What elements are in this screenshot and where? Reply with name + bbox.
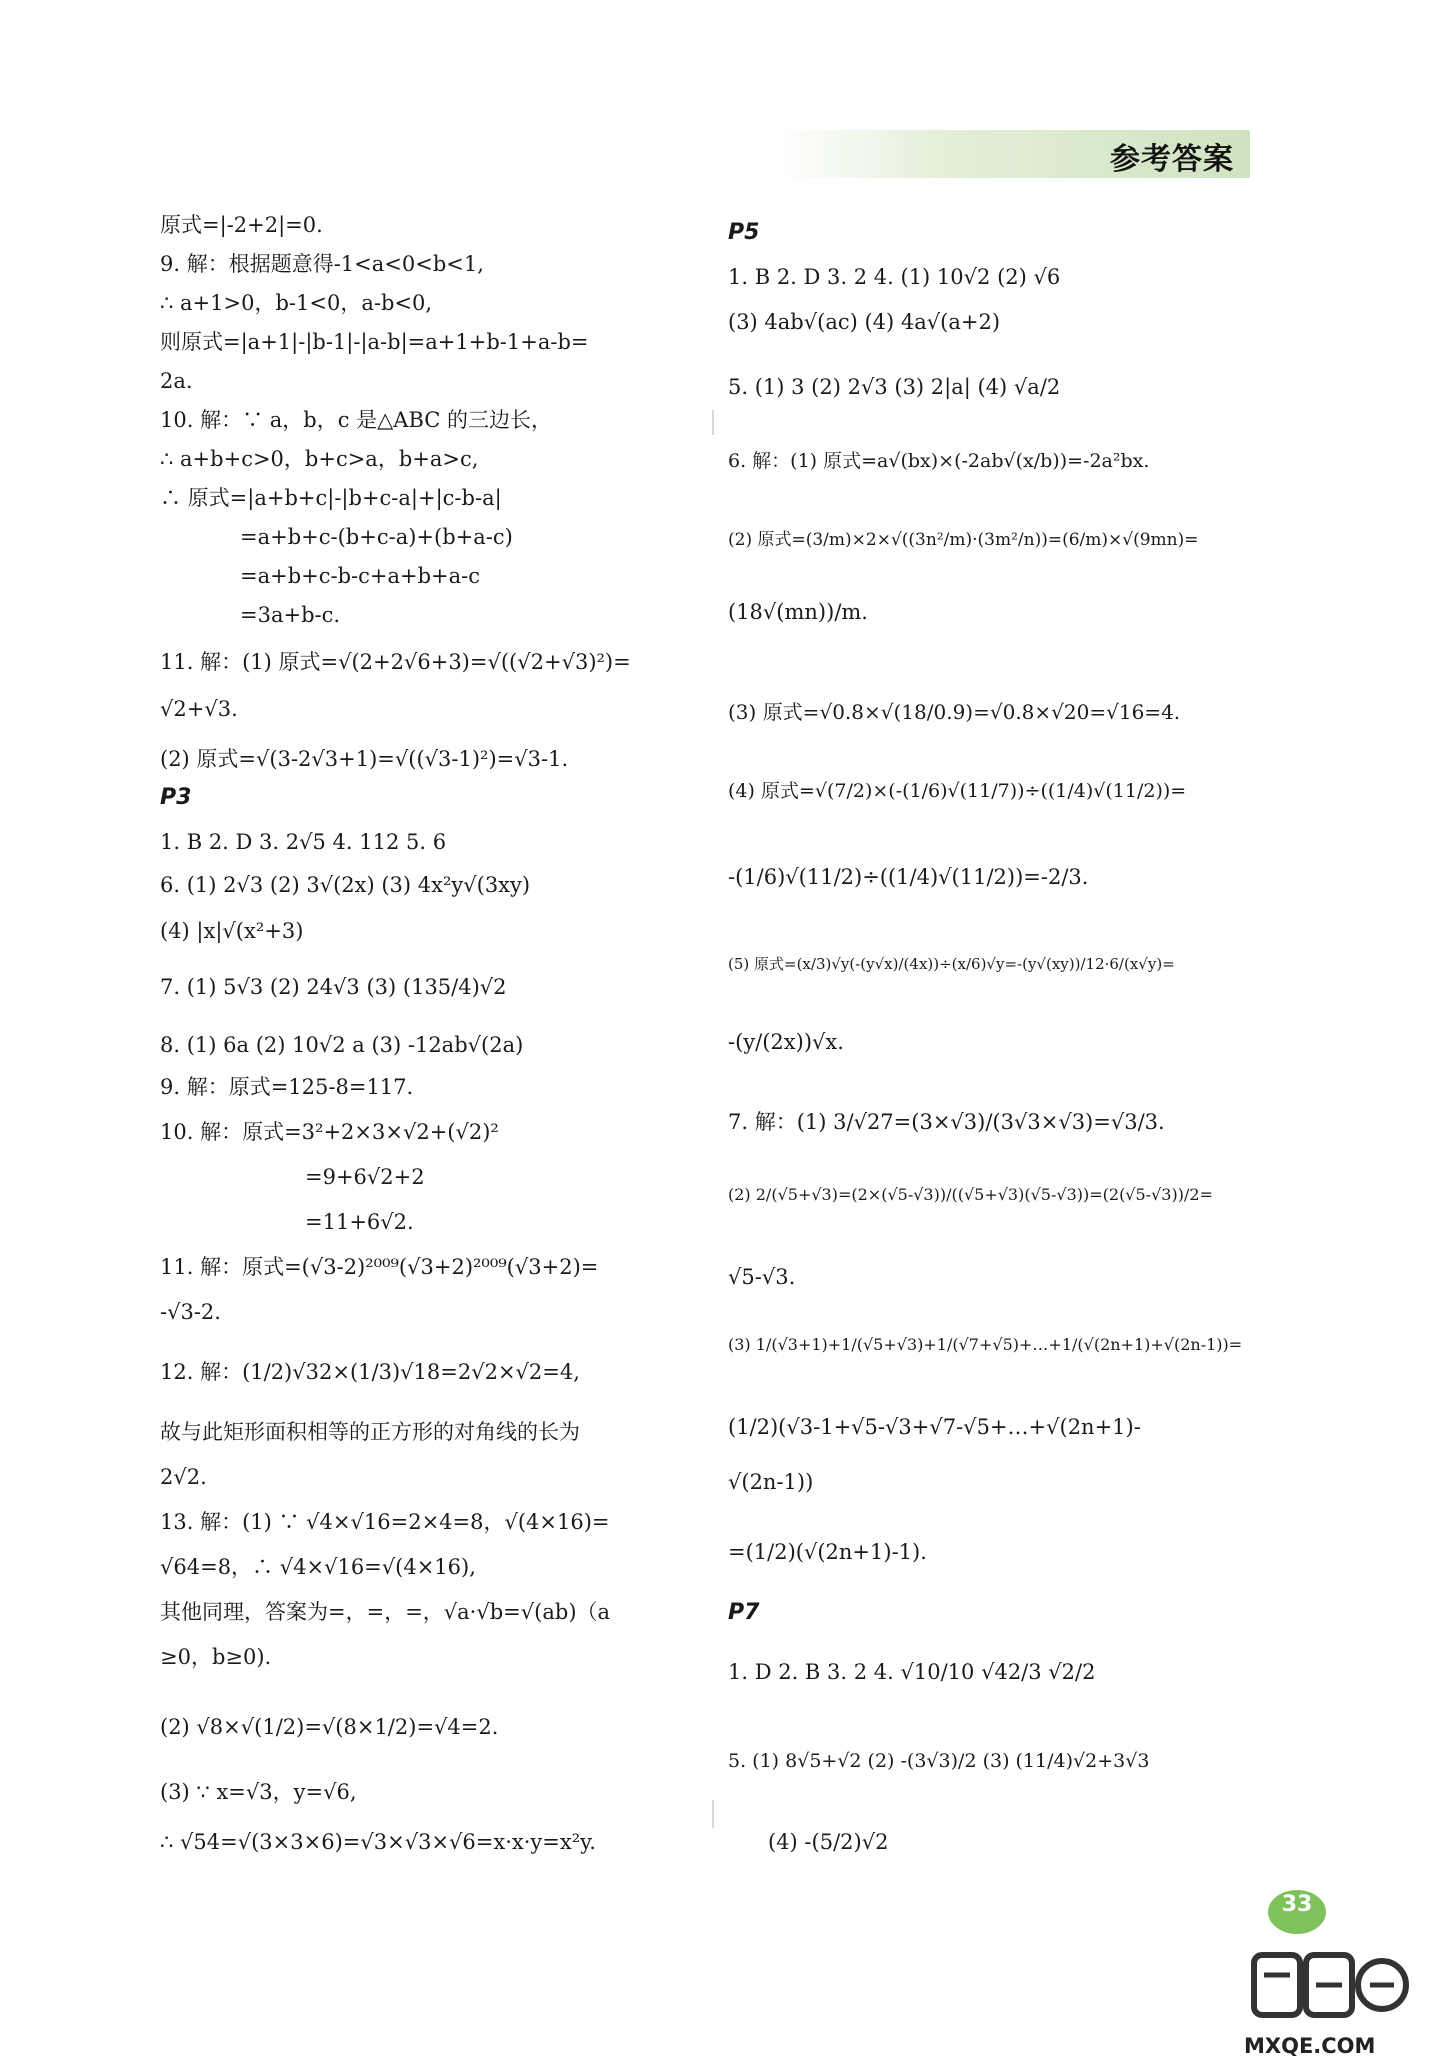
answer-line: ∴ 原式=|a+b+c|-|b+c-a|+|c-b-a| xyxy=(160,486,502,510)
answer-line: (3) 原式=√0.8×√(18/0.9)=√0.8×√20=√16=4. xyxy=(728,700,1181,724)
answer-line: 5. (1) 3 (2) 2√3 (3) 2|a| (4) √a/2 xyxy=(728,375,1061,399)
answer-line: (2) 原式=(3/m)×2×√((3n²/m)·(3m²/n))=(6/m)×√(9mn)= xyxy=(728,530,1199,550)
answer-line: =a+b+c-b-c+a+b+a-c xyxy=(240,564,481,588)
answer-line: 1. D 2. B 3. 2 4. √10/10 √42/3 √2/2 xyxy=(728,1660,1096,1684)
header-title: 参考答案 xyxy=(1110,142,1234,177)
column-divider xyxy=(712,410,714,435)
answer-line: -(y/(2x))√x. xyxy=(728,1030,844,1054)
answer-line: 11. 解：原式=(√3-2)²⁰⁰⁹(√3+2)²⁰⁰⁹(√3+2)= xyxy=(160,1255,599,1279)
watermark-logo xyxy=(1250,1935,1410,2030)
watermark-text: MXQE.COM xyxy=(1244,2034,1376,2058)
answer-line: 11. 解：(1) 原式=√(2+2√6+3)=√((√2+√3)²)= xyxy=(160,650,631,674)
answer-line: (1/2)(√3-1+√5-√3+√7-√5+…+√(2n+1)- xyxy=(728,1415,1141,1439)
answer-line: ∴ √54=√(3×3×6)=√3×√3×√6=x·x·y=x²y. xyxy=(160,1830,596,1854)
answer-line: 故与此矩形面积相等的正方形的对角线的长为 xyxy=(160,1420,580,1444)
answer-line: 10. 解：原式=3²+2×3×√2+(√2)² xyxy=(160,1120,499,1144)
answer-line: √64=8，∴ √4×√16=√(4×16), xyxy=(160,1555,476,1579)
answer-line: (2) 2/(√5+√3)=(2×(√5-√3))/((√5+√3)(√5-√3))=(2(√5-√3))/2= xyxy=(728,1185,1213,1204)
answer-line: 7. (1) 5√3 (2) 24√3 (3) (135/4)√2 xyxy=(160,975,507,999)
answer-line: (3) 4ab√(ac) (4) 4a√(a+2) xyxy=(728,310,1001,334)
answer-line: (2) 原式=√(3-2√3+1)=√((√3-1)²)=√3-1. xyxy=(160,747,569,771)
answer-line: (4) 原式=√(7/2)×(-(1/6)√(11/7))÷((1/4)√(11/2))= xyxy=(728,780,1187,802)
answer-line: =(1/2)(√(2n+1)-1). xyxy=(728,1540,927,1564)
answer-line: √(2n-1)) xyxy=(728,1470,814,1494)
answer-line: 2a. xyxy=(160,369,193,393)
answer-line: (3) 1/(√3+1)+1/(√5+√3)+1/(√7+√5)+…+1/(√(2n+1)+√(2n-1))= xyxy=(728,1335,1243,1354)
answer-line: =a+b+c-(b+c-a)+(b+a-c) xyxy=(240,525,513,549)
answer-line: 9. 解：原式=125-8=117. xyxy=(160,1075,414,1099)
answer-line: 9. 解：根据题意得-1<a<0<b<1, xyxy=(160,252,484,276)
answer-line: ≥0，b≥0). xyxy=(160,1645,272,1669)
answer-line: √5-√3. xyxy=(728,1265,796,1289)
answer-line: 1. B 2. D 3. 2 4. (1) 10√2 (2) √6 xyxy=(728,265,1061,289)
answer-line: 8. (1) 6a (2) 10√2 a (3) -12ab√(2a) xyxy=(160,1033,524,1057)
answer-line: (2) √8×√(1/2)=√(8×1/2)=√4=2. xyxy=(160,1715,499,1739)
answer-line: 5. (1) 8√5+√2 (2) -(3√3)/2 (3) (11/4)√2+3√3 xyxy=(728,1750,1150,1772)
answer-line: 10. 解：∵ a，b，c 是△ABC 的三边长， xyxy=(160,408,553,432)
column-divider xyxy=(712,1800,714,1828)
answer-line: (3) ∵ x=√3，y=√6, xyxy=(160,1780,357,1804)
answer-line: =3a+b-c. xyxy=(240,603,341,627)
answer-line: 则原式=|a+1|-|b-1|-|a-b|=a+1+b-1+a-b= xyxy=(160,330,589,354)
answer-line: ∴ a+1>0，b-1<0，a-b<0, xyxy=(160,291,433,315)
answer-line: 其他同理，答案为=，=，=，√a·√b=√(ab)（a xyxy=(160,1600,611,1624)
answer-line: 6. 解：(1) 原式=a√(bx)×(-2ab√(x/b))=-2a²bx. xyxy=(728,450,1150,472)
answer-line: 2√2. xyxy=(160,1465,207,1489)
answer-line: 7. 解：(1) 3/√27=(3×√3)/(3√3×√3)=√3/3. xyxy=(728,1110,1165,1134)
answer-line: =11+6√2. xyxy=(305,1210,414,1234)
answer-line: 原式=|-2+2|=0. xyxy=(160,213,323,237)
answer-line: 12. 解：(1/2)√32×(1/3)√18=2√2×√2=4, xyxy=(160,1360,580,1384)
answer-line: (18√(mn))/m. xyxy=(728,600,868,624)
section-heading-p7: P7 xyxy=(728,1600,760,1625)
answer-line: (4) |x|√(x²+3) xyxy=(160,919,304,943)
answer-line: (4) -(5/2)√2 xyxy=(768,1830,889,1854)
answer-line: -√3-2. xyxy=(160,1300,221,1324)
answer-line: √2+√3. xyxy=(160,697,238,721)
answer-line: 13. 解：(1) ∵ √4×√16=2×4=8，√(4×16)= xyxy=(160,1510,610,1534)
answer-line: (5) 原式=(x/3)√y(-(y√x)/(4x))÷(x/6)√y=-(y√(xy))/12·6/(x√y)= xyxy=(728,955,1175,973)
section-heading-p5: P5 xyxy=(728,220,760,245)
answer-line: 6. (1) 2√3 (2) 3√(2x) (3) 4x²y√(3xy) xyxy=(160,873,531,897)
page-number: 33 xyxy=(1281,1892,1313,1917)
answer-line: ∴ a+b+c>0，b+c>a，b+a>c, xyxy=(160,447,479,471)
section-heading-p3: P3 xyxy=(160,785,192,810)
answer-line: -(1/6)√(11/2)÷((1/4)√(11/2))=-2/3. xyxy=(728,865,1089,889)
answer-line: 1. B 2. D 3. 2√5 4. 112 5. 6 xyxy=(160,830,447,854)
answer-line: =9+6√2+2 xyxy=(305,1165,425,1189)
